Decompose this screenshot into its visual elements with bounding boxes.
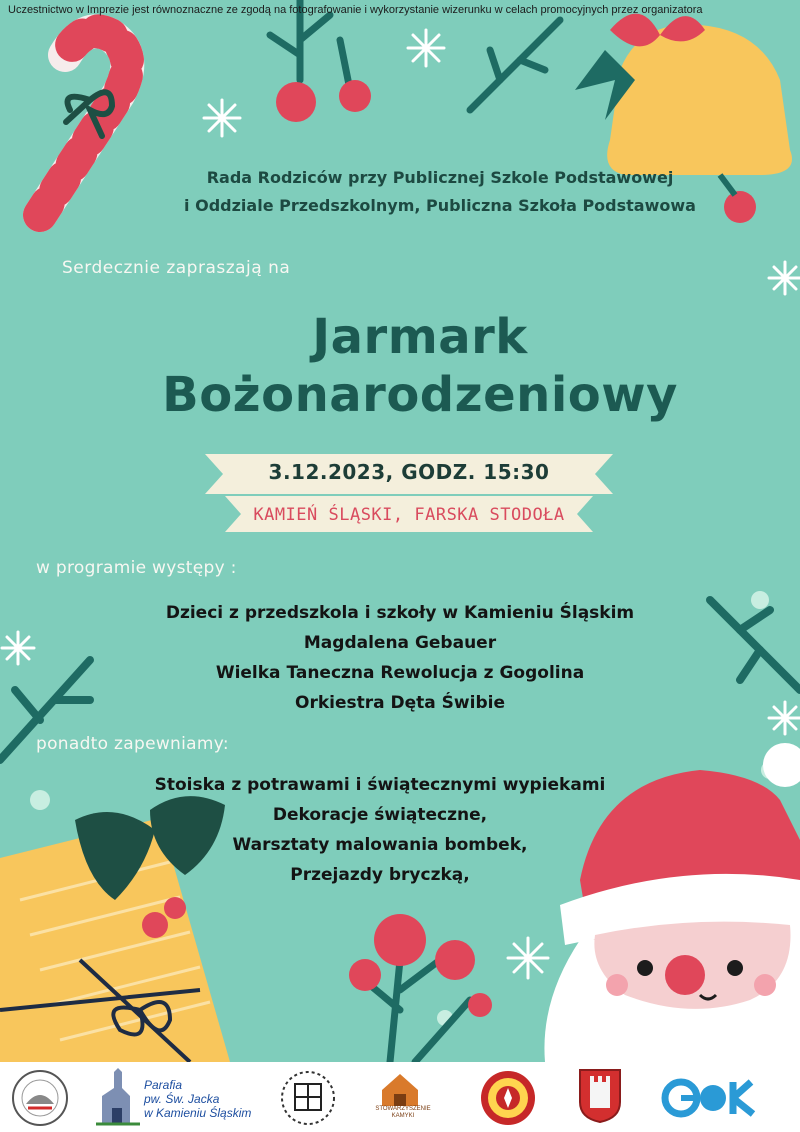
candy-cane-icon (40, 31, 127, 215)
kamyki-house-icon (378, 1068, 422, 1108)
organizer-line-2: i Oddziale Przedszkolnym, Publiczna Szkoła Podstawowa (184, 196, 696, 215)
event-title-line-1: Jarmark (312, 309, 528, 365)
list-item: Stoiska z potrawami i świątecznymi wypiekami (154, 775, 606, 795)
event-title-line-2: Bożonarodzeniowy (162, 367, 678, 423)
event-title (100, 308, 740, 424)
school-seal-logo (10, 1068, 70, 1128)
list-item: Warsztaty malowania bombek, (232, 835, 528, 855)
extras-list (0, 770, 780, 890)
organizer-block (160, 164, 720, 220)
parish-line-3: w Kamieniu Śląskim (144, 1106, 252, 1120)
list-item: Wielka Taneczna Rewolucja z Gogolina (215, 663, 585, 683)
event-place: KAMIEŃ ŚLĄSKI, FARSKA STODOŁA (253, 505, 565, 525)
association-name: STOWARZYSZENIE KAMYKI (375, 1106, 431, 1119)
program-heading: w programie występy : (36, 558, 237, 578)
list-item: Magdalena Gebauer (303, 633, 497, 653)
list-item: Przejazdy bryczką, (290, 865, 470, 885)
program-list (0, 598, 800, 718)
fire-brigade-logo (478, 1068, 538, 1128)
list-item: Dzieci z przedszkola i szkoły w Kamieniu Śląskim (165, 603, 635, 623)
extras-heading: ponadto zapewniamy: (36, 734, 229, 754)
invite-text: Serdecznie zapraszają na (62, 258, 291, 278)
bottom-berry-branch-icon (349, 914, 492, 1062)
list-item: Dekoracje świąteczne, (272, 805, 488, 825)
municipality-coat-of-arms (578, 1068, 622, 1124)
parish-line-1: Parafia (144, 1078, 183, 1092)
photo-consent-notice: Uczestnictwo w Imprezie jest równoznaczne ze zgodą na fotografowanie i wykorzystanie wizerunku w celach promocyjnych przez organizatora (8, 4, 703, 16)
list-item: Orkiestra Dęta Świbie (295, 693, 505, 713)
gok-logo (655, 1068, 759, 1126)
association-emblem-logo (275, 1068, 341, 1128)
event-date: 3.12.2023, GODZ. 15:30 (268, 460, 550, 484)
parish-church-logo (96, 1068, 140, 1126)
parish-name (144, 1078, 251, 1120)
parish-line-2: pw. Św. Jacka (144, 1092, 220, 1106)
organizer-line-1: Rada Rodziców przy Publicznej Szkole Podstawowej (206, 168, 674, 187)
